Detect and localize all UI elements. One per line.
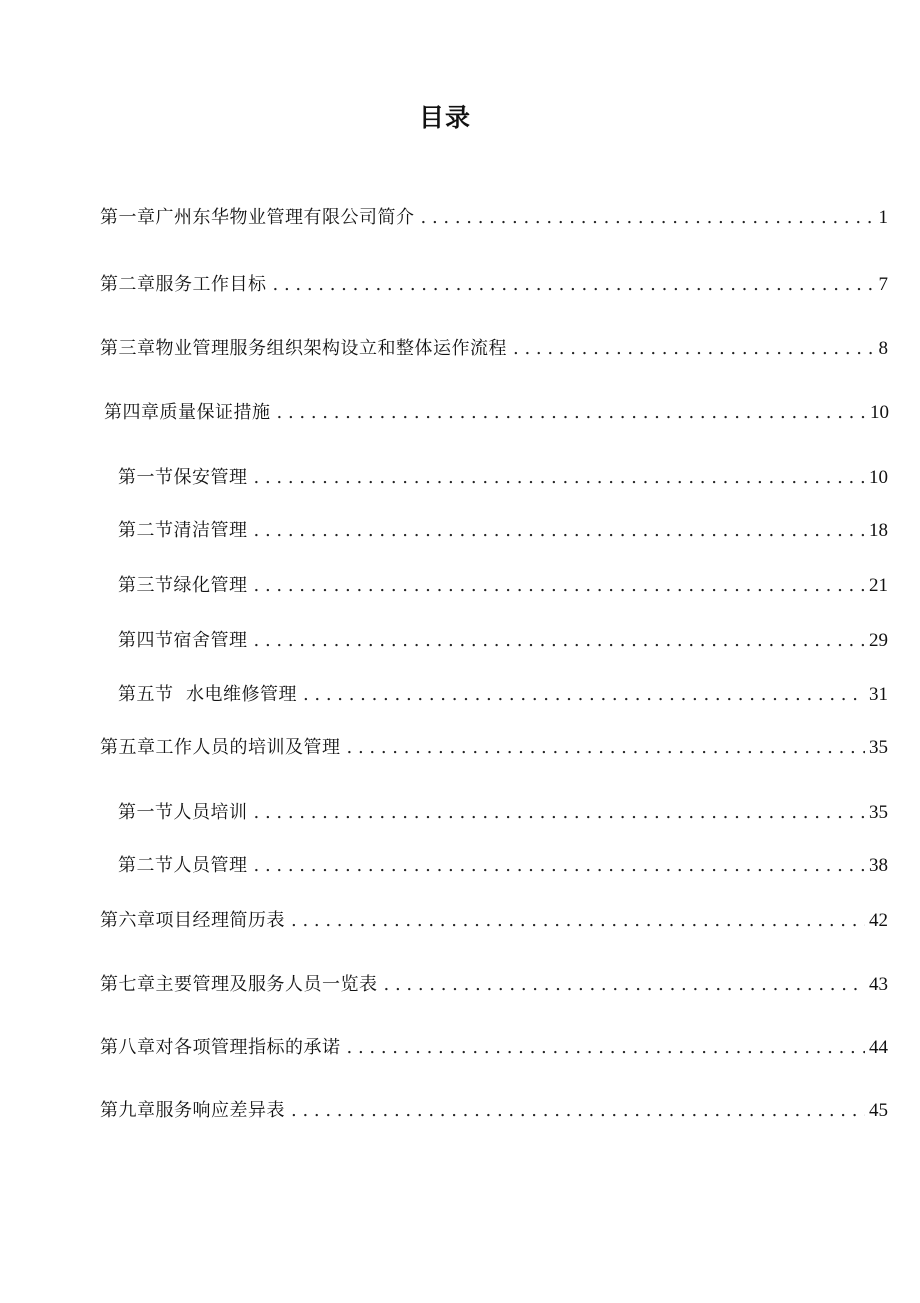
toc-entry-label: 第四节宿舍管理 bbox=[118, 630, 248, 651]
dot-leader bbox=[254, 801, 866, 825]
toc-entry-section-4-5[interactable] bbox=[118, 683, 888, 707]
toc-entry-label: 第三节绿化管理 bbox=[118, 575, 248, 596]
toc-entry-page: 43 bbox=[869, 974, 888, 995]
dot-leader bbox=[291, 1099, 865, 1123]
toc-title: 目录 bbox=[418, 103, 471, 132]
dot-leader bbox=[273, 273, 875, 297]
toc-entry-page: 8 bbox=[878, 338, 888, 359]
toc-entry-page: 7 bbox=[878, 274, 888, 295]
toc-entry-chapter-6[interactable] bbox=[100, 909, 888, 933]
dot-leader bbox=[303, 683, 865, 707]
toc-entry-label: 第六章项目经理简历表 bbox=[100, 910, 285, 931]
toc-entry-label: 第一节保安管理 bbox=[118, 467, 248, 488]
toc-entry-label: 第四章质量保证措施 bbox=[104, 402, 271, 423]
dot-leader bbox=[513, 337, 875, 361]
toc-entry-label: 第七章主要管理及服务人员一览表 bbox=[100, 974, 378, 995]
toc-entry-chapter-4[interactable] bbox=[104, 401, 889, 425]
toc-entry-label: 第二节清洁管理 bbox=[118, 520, 248, 541]
toc-entry-page: 10 bbox=[869, 467, 888, 488]
toc-entry-page: 31 bbox=[869, 684, 888, 705]
dot-leader bbox=[254, 519, 866, 543]
dot-leader bbox=[277, 401, 867, 425]
dot-leader bbox=[254, 466, 866, 490]
dot-leader bbox=[254, 854, 866, 878]
toc-entry-label: 第八章对各项管理指标的承诺 bbox=[100, 1037, 341, 1058]
toc-entry-page: 38 bbox=[869, 855, 888, 876]
toc-entry-chapter-9[interactable] bbox=[100, 1099, 888, 1123]
toc-entry-section-4-4[interactable] bbox=[118, 629, 888, 653]
dot-leader bbox=[421, 206, 875, 230]
toc-entry-chapter-7[interactable] bbox=[100, 973, 888, 997]
dot-leader bbox=[347, 1036, 866, 1060]
toc-entry-label: 第一章广州东华物业管理有限公司简介 bbox=[100, 207, 415, 228]
toc-entry-label: 第二章服务工作目标 bbox=[100, 274, 267, 295]
toc-entry-section-4-2[interactable] bbox=[118, 519, 888, 543]
dot-leader bbox=[384, 973, 866, 997]
toc-entry-page: 35 bbox=[869, 802, 888, 823]
dot-leader bbox=[254, 629, 866, 653]
toc-entry-section-4-3[interactable] bbox=[118, 574, 888, 598]
toc-entry-chapter-1[interactable] bbox=[100, 206, 888, 230]
toc-entry-label: 第二节人员管理 bbox=[118, 855, 248, 876]
toc-entry-label: 第三章物业管理服务组织架构设立和整体运作流程 bbox=[100, 338, 507, 359]
toc-entry-label: 第一节人员培训 bbox=[118, 802, 248, 823]
toc-entry-section-4-1[interactable] bbox=[118, 466, 888, 490]
toc-entry-section-5-1[interactable] bbox=[118, 801, 888, 825]
toc-entry-page: 21 bbox=[869, 575, 888, 596]
toc-entry-page: 18 bbox=[869, 520, 888, 541]
toc-entry-chapter-8[interactable] bbox=[100, 1036, 888, 1060]
toc-entry-page: 29 bbox=[869, 630, 888, 651]
toc-entry-page: 35 bbox=[869, 737, 888, 758]
toc-entry-label: 第九章服务响应差异表 bbox=[100, 1100, 285, 1121]
dot-leader bbox=[347, 736, 866, 760]
toc-entry-section-5-2[interactable] bbox=[118, 854, 888, 878]
toc-entry-page: 42 bbox=[869, 910, 888, 931]
toc-entry-label: 第五章工作人员的培训及管理 bbox=[100, 737, 341, 758]
toc-entry-chapter-2[interactable] bbox=[100, 273, 888, 297]
toc-entry-chapter-3[interactable] bbox=[100, 337, 888, 361]
toc-entry-chapter-5[interactable] bbox=[100, 736, 888, 760]
toc-entry-page: 10 bbox=[870, 402, 889, 423]
dot-leader bbox=[254, 574, 866, 598]
toc-entry-page: 45 bbox=[869, 1100, 888, 1121]
toc-entry-page: 1 bbox=[878, 207, 888, 228]
dot-leader bbox=[291, 909, 865, 933]
toc-entry-page: 44 bbox=[869, 1037, 888, 1058]
toc-entry-label: 第五节 水电维修管理 bbox=[118, 684, 297, 705]
